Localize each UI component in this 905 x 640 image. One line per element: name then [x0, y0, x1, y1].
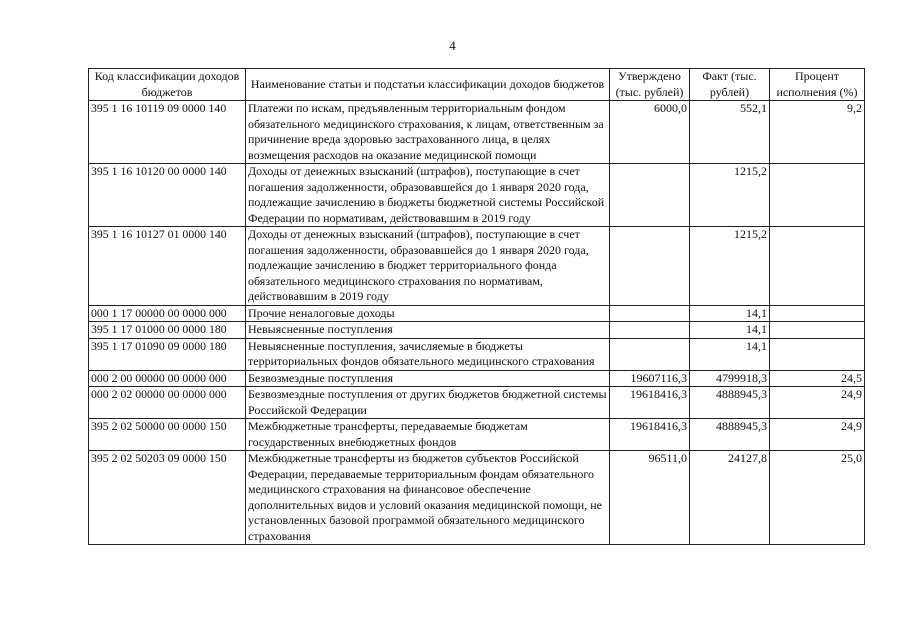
cell-approved [610, 305, 690, 322]
table-row [89, 322, 865, 339]
cell-percent: 25,0 [770, 451, 865, 545]
cell-approved: 6000,0 [610, 101, 690, 164]
cell-fact: 1215,2 [690, 164, 770, 227]
table-row [89, 164, 865, 227]
cell-percent [770, 322, 865, 339]
cell-approved: 19618416,3 [610, 419, 690, 451]
header-code: Код классификации доходов бюджетов [89, 69, 246, 101]
cell-percent [770, 164, 865, 227]
cell-fact: 4888945,3 [690, 419, 770, 451]
cell-percent: 24,5 [770, 370, 865, 387]
cell-approved [610, 227, 690, 306]
table-row [89, 338, 865, 370]
cell-name: Доходы от денежных взысканий (штрафов), поступающие в счет погашения задолженности, образовавшейся до 1 января 2020 года, подлежащие зачислению в бюджеты бюджетной системы Российской Федерации по нормативам, действовавшим в 2019 году [246, 164, 610, 227]
cell-code: 395 1 16 10120 00 0000 140 [89, 164, 246, 227]
table-row [89, 305, 865, 322]
table-header-row [89, 69, 865, 101]
table-row [89, 101, 865, 164]
cell-percent: 9,2 [770, 101, 865, 164]
page-number: 4 [449, 38, 456, 53]
table-row [89, 370, 865, 387]
cell-code: 395 1 16 10119 09 0000 140 [89, 101, 246, 164]
cell-fact: 552,1 [690, 101, 770, 164]
table-row [89, 387, 865, 419]
cell-percent: 24,9 [770, 419, 865, 451]
cell-name: Прочие неналоговые доходы [246, 305, 610, 322]
cell-fact: 4799918,3 [690, 370, 770, 387]
cell-approved [610, 164, 690, 227]
cell-approved [610, 338, 690, 370]
cell-approved: 19618416,3 [610, 387, 690, 419]
cell-fact: 14,1 [690, 322, 770, 339]
cell-code: 395 1 16 10127 01 0000 140 [89, 227, 246, 306]
cell-code: 000 2 02 00000 00 0000 000 [89, 387, 246, 419]
cell-fact: 1215,2 [690, 227, 770, 306]
header-percent: Процент исполнения (%) [770, 69, 865, 101]
cell-name: Межбюджетные трансферты из бюджетов субъектов Российской Федерации, передаваемые территориальным фондам обязательного медицинского страхования на финансовое обеспечение дополнительных видов и условий оказания медицинской помощи, не установленных базовой программой обязательного медицинского страхования [246, 451, 610, 545]
cell-approved: 19607116,3 [610, 370, 690, 387]
header-name: Наименование статьи и подстатьи классификации доходов бюджетов [246, 69, 610, 101]
cell-code: 395 1 17 01090 09 0000 180 [89, 338, 246, 370]
cell-name: Платежи по искам, предъявленным территориальным фондом обязательного медицинского страхования, к лицам, ответственным за причинение вреда здоровью застрахованного лица, в целях возмещения расходов на оказание медицинской помощи [246, 101, 610, 164]
cell-code: 000 1 17 00000 00 0000 000 [89, 305, 246, 322]
cell-name: Безвозмездные поступления от других бюджетов бюджетной системы Российской Федерации [246, 387, 610, 419]
cell-name: Невыясненные поступления, зачисляемые в бюджеты территориальных фондов обязательного медицинского страхования [246, 338, 610, 370]
cell-percent [770, 227, 865, 306]
cell-percent [770, 338, 865, 370]
cell-name: Межбюджетные трансферты, передаваемые бюджетам государственных внебюджетных фондов [246, 419, 610, 451]
cell-approved: 96511,0 [610, 451, 690, 545]
table-row [89, 419, 865, 451]
table-row [89, 227, 865, 306]
header-approved: Утверждено (тыс. рублей) [610, 69, 690, 101]
table-row [89, 451, 865, 545]
cell-name: Доходы от денежных взысканий (штрафов), поступающие в счет погашения задолженности, образовавшейся до 1 января 2020 года, подлежащие зачислению в бюджет территориального фонда обязательного медицинского страхования по нормативам, действовавшим в 2019 году [246, 227, 610, 306]
cell-fact: 4888945,3 [690, 387, 770, 419]
cell-approved [610, 322, 690, 339]
cell-fact: 24127,8 [690, 451, 770, 545]
cell-code: 395 1 17 01000 00 0000 180 [89, 322, 246, 339]
cell-fact: 14,1 [690, 305, 770, 322]
cell-code: 000 2 00 00000 00 0000 000 [89, 370, 246, 387]
cell-code: 395 2 02 50000 00 0000 150 [89, 419, 246, 451]
cell-name: Невыясненные поступления [246, 322, 610, 339]
cell-percent [770, 305, 865, 322]
cell-code: 395 2 02 50203 09 0000 150 [89, 451, 246, 545]
header-fact: Факт (тыс. рублей) [690, 69, 770, 101]
cell-fact: 14,1 [690, 338, 770, 370]
cell-percent: 24,9 [770, 387, 865, 419]
cell-name: Безвозмездные поступления [246, 370, 610, 387]
budget-revenue-table [88, 68, 865, 545]
